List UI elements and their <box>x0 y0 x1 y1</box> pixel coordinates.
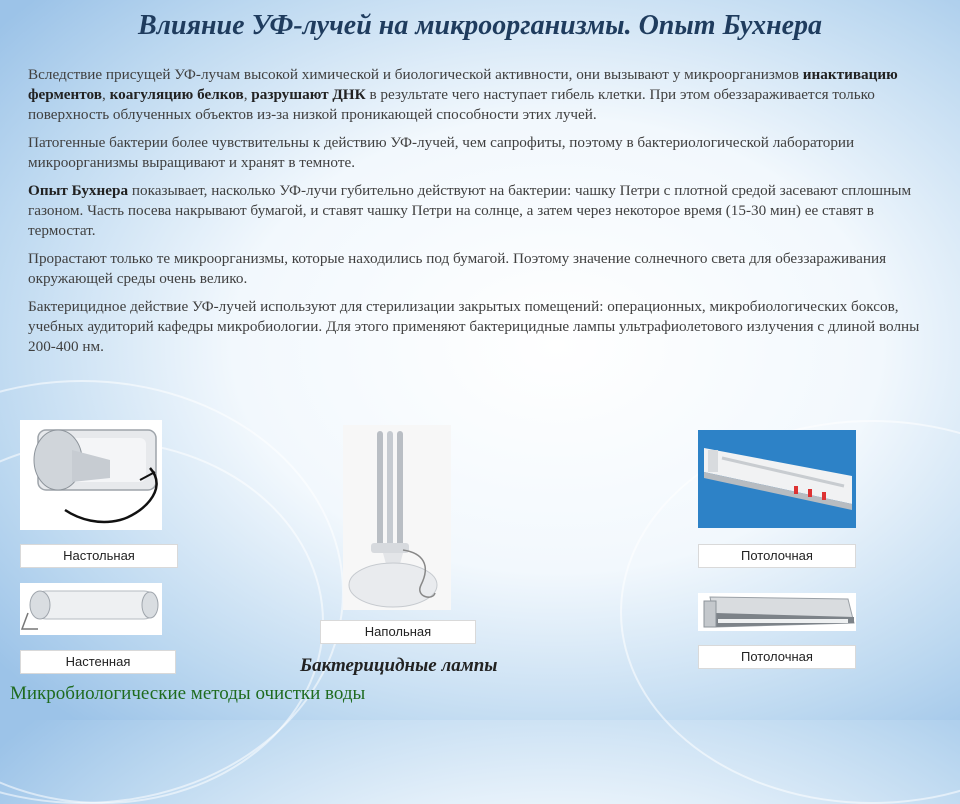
bold-term: разрушают ДНК <box>251 86 366 103</box>
text-segment: показывает, насколько УФ-лучи губительно действуют на бактерии: чашку Петри с плотной средой засевают сплошным газоном. Часть посева накрывают бумагой, и ставят чашку Петри на солнце, а затем через некоторое время (15-30 мин) ее ставят в термостат. <box>28 182 912 239</box>
bold-term: инактивацию ферментов <box>28 66 898 103</box>
paragraph <box>28 181 933 241</box>
text-segment: Вследствие присущей УФ-лучам высокой химической и биологической активности, они вызывают у микроорганизмов <box>28 66 803 83</box>
ceiling-lamp-image-2 <box>698 593 856 631</box>
paragraph <box>28 133 933 173</box>
footer-text: Микробиологические методы очистки воды <box>10 683 366 704</box>
paragraph <box>28 249 933 289</box>
desk-lamp-image <box>20 420 162 530</box>
caption-desk: Настольная <box>20 544 178 568</box>
caption-floor: Напольная <box>320 620 476 644</box>
ceiling-lamp-image-1 <box>698 430 856 528</box>
bold-term: Опыт Бухнера <box>28 182 129 199</box>
text-segment: в результате чего наступает гибель клетки. При этом обеззараживается только поверхность облученных объектов из-за низкой проникающей способности этих лучей. <box>28 86 875 123</box>
body-text <box>28 65 933 365</box>
caption-ceiling-2: Потолочная <box>698 645 856 669</box>
text-segment: , <box>101 86 110 103</box>
text-segment: , <box>243 86 252 103</box>
caption-ceiling-1: Потолочная <box>698 544 856 568</box>
paragraph <box>28 65 933 125</box>
slide-title: Влияние УФ-лучей на микроорганизмы. Опыт Бухнера <box>137 10 823 41</box>
bold-term: коагуляцию белков <box>109 86 244 103</box>
text-segment: Прорастают только те микроорганизмы, которые находились под бумагой. Поэтому значение солнечного света для обеззараживания окружающей среды очень велико. <box>28 250 887 287</box>
text-segment: Патогенные бактерии более чувствительны к действию УФ-лучей, чем сапрофиты, поэтому в бактериологической лаборатории микроорганизмы выращивают и хранят в темноте. <box>28 134 855 171</box>
wall-lamp-image <box>20 583 162 635</box>
paragraph <box>28 297 933 357</box>
lamps-section-title: Бактерицидные лампы <box>300 655 498 676</box>
floor-lamp-image <box>343 425 451 610</box>
caption-wall: Настенная <box>20 650 176 674</box>
text-segment: Бактерицидное действие УФ-лучей используют для стерилизации закрытых помещений: операционных, микробиологических боксов, учебных аудиторий кафедры микробиологии. Для этого применяют бактерицидные лампы ультрафиолетового излучения с длиной волны 200-400 нм. <box>28 298 920 355</box>
